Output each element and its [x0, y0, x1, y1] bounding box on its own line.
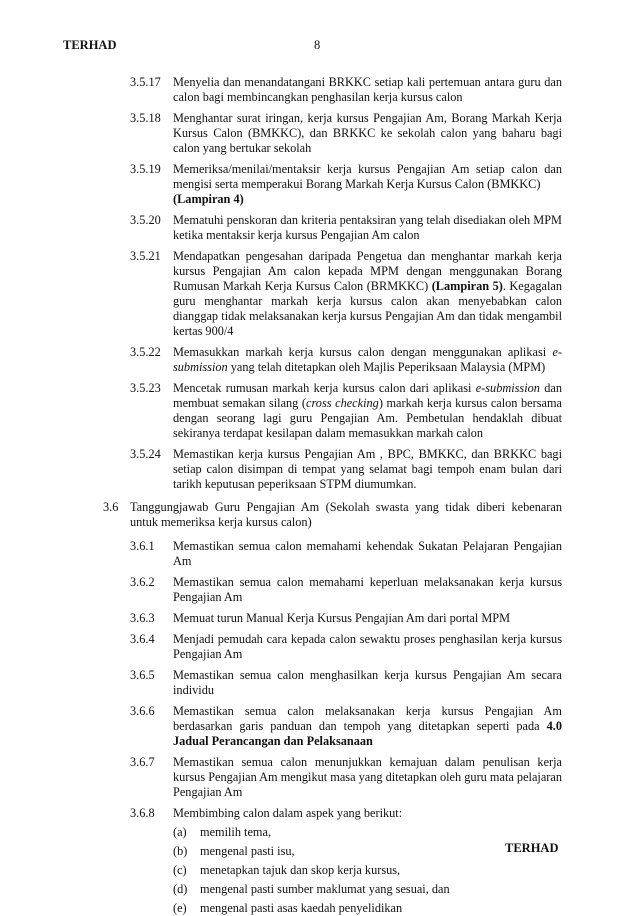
- list-item: [0, 806, 638, 821]
- item-text: Menyelia dan menandatangani BRKKC setiap kali pertemuan antara guru dan calon bagi membincangkan penghasilan kerja kursus calon: [173, 75, 562, 104]
- list-item: [0, 704, 638, 749]
- document-body: [0, 75, 638, 916]
- sub-list-item: [173, 901, 638, 916]
- item-text-body: . Kegagalan guru menghantar markah kerja kursus calon akan menyebabkan calon dianggap tidak melaksanakan kerja kursus Pengajian Am dan tidak mengambil kertas 900/4: [173, 279, 562, 338]
- section-reference: 4.0 Jadual Perancangan dan Pelaksanaan: [173, 719, 563, 748]
- item-number: 3.6.8: [130, 806, 155, 820]
- section-number: 3.6: [103, 500, 119, 514]
- sub-list-item: [173, 844, 638, 859]
- sub-item-letter: (b): [173, 844, 188, 858]
- item-number: 3.5.23: [130, 381, 161, 395]
- italic-term: cross checking: [306, 396, 379, 410]
- item-text-body: yang telah ditetapkan oleh Majlis Peperiksaan Malaysia (MPM): [230, 360, 546, 374]
- sub-list-item: [173, 863, 638, 878]
- item-text-body: Memeriksa/menilai/mentaksir kerja kursus Pengajian Am setiap calon dan mengisi serta memperakui Borang Markah Kerja Kursus Calon (BMKKC): [173, 162, 562, 191]
- italic-term: e-submission: [173, 345, 562, 374]
- italic-term: e-submission: [475, 381, 540, 395]
- list-item: [0, 575, 638, 605]
- item-text: [173, 249, 562, 339]
- item-number: 3.5.20: [130, 213, 161, 227]
- item-number: 3.5.19: [130, 162, 161, 176]
- item-text-body: Mencetak rumusan markah kerja kursus calon dari aplikasi: [173, 381, 472, 395]
- item-number: 3.5.18: [130, 111, 161, 125]
- item-text: [173, 345, 562, 375]
- list-item: [0, 755, 638, 800]
- item-text: Memastikan kerja kursus Pengajian Am , BPC, BMKKC, dan BRKKC bagi setiap calon disimpan di tempat yang selamat bagi tempoh enam bulan dari tarikh keputusan peperiksaan STPM diumumkan.: [173, 447, 562, 491]
- item-text: Memastikan semua calon menghasilkan kerja kursus Pengajian Am secara individu: [173, 668, 562, 697]
- item-number: 3.5.21: [130, 249, 161, 263]
- list-item: [0, 539, 638, 569]
- list-item: [0, 345, 638, 375]
- item-text: Menghantar surat iringan, kerja kursus Pengajian Am, Borang Markah Kerja Kursus Calon (BMKKC), dan BRKKC ke sekolah calon yang baharu bagi calon yang bertukar sekolah: [173, 111, 562, 155]
- item-text: Membimbing calon dalam aspek yang berikut:: [173, 806, 403, 820]
- list-item: [0, 668, 638, 698]
- list-item: [0, 381, 638, 441]
- item-text-body: Memastikan semua calon melaksanakan kerja kursus Pengajian Am berdasarkan garis panduan dan tempoh yang ditetapkan seperti pada: [173, 704, 562, 733]
- section-heading: [0, 500, 638, 530]
- sub-item-letter: (c): [173, 863, 187, 877]
- item-number: 3.6.4: [130, 632, 155, 646]
- item-text-body: Mendapatkan pengesahan daripada Pengetua dan menghantar markah kerja kursus Pengajian Am calon kepada MPM dengan menggunakan Borang Rumusan Markah Kerja Kursus Calon (BRMKKC): [173, 249, 562, 293]
- item-number: 3.5.22: [130, 345, 161, 359]
- footer-classification: TERHAD: [505, 841, 559, 855]
- item-number: 3.6.2: [130, 575, 155, 589]
- sub-list-item: [173, 825, 638, 840]
- item-text: Memastikan semua calon memahami kehendak Sukatan Pelajaran Pengajian Am: [173, 539, 562, 568]
- sub-item-letter: (d): [173, 882, 188, 896]
- list-item: [0, 249, 638, 339]
- item-text-body: Memasukkan markah kerja kursus calon dengan menggunakan aplikasi: [173, 345, 547, 359]
- item-text: Memastikan semua calon menunjukkan kemajuan dalam penulisan kerja kursus Pengajian Am mengikut masa yang ditetapkan oleh guru mata pelajaran Pengajian Am: [173, 755, 562, 799]
- sub-item-text: mengenal pasti isu,: [200, 844, 295, 858]
- list-item: [0, 447, 638, 492]
- item-text: [173, 704, 562, 749]
- item-number: 3.6.6: [130, 704, 155, 718]
- item-number: 3.6.3: [130, 611, 155, 625]
- item-number: 3.6.5: [130, 668, 155, 682]
- list-item: [0, 75, 638, 105]
- sub-item-text: menetapkan tajuk dan skop kerja kursus,: [200, 863, 401, 877]
- sub-item-text: memilih tema,: [200, 825, 272, 839]
- item-number: 3.5.17: [130, 75, 161, 89]
- sub-item-text: mengenal pasti asas kaedah penyelidikan: [200, 901, 403, 915]
- item-number: 3.5.24: [130, 447, 161, 461]
- item-text-body: ) markah kerja kursus calon bersama dengan seorang lagi guru Pengajian Am. Pembetulan hendaklah dibuat sekiranya terdapat kesilapan dalam memasukkan markah calon: [173, 396, 562, 440]
- item-text: Memuat turun Manual Kerja Kursus Pengajian Am dari portal MPM: [173, 611, 511, 625]
- item-text-body: dan membuat semakan silang (: [173, 381, 562, 410]
- list-item: [0, 632, 638, 662]
- item-text: Menjadi pemudah cara kepada calon sewaktu proses penghasilan kerja kursus Pengajian Am: [173, 632, 562, 661]
- sub-item-text: mengenal pasti sumber maklumat yang sesuai, dan: [200, 882, 450, 896]
- list-item: [0, 611, 638, 626]
- list-item: [0, 111, 638, 156]
- section-title: Tanggungjawab Guru Pengajian Am (Sekolah swasta yang tidak diberi kebenaran untuk memeriksa kerja kursus calon): [130, 500, 562, 529]
- item-text: Mematuhi penskoran dan kriteria pentaksiran yang telah disediakan oleh MPM ketika mentaksir kerja kursus Pengajian Am calon: [173, 213, 562, 242]
- appendix-reference: (Lampiran 4): [173, 192, 244, 206]
- sub-list-item: [173, 882, 638, 897]
- item-text: [173, 381, 562, 441]
- item-number: 3.6.1: [130, 539, 155, 553]
- list-item: [0, 213, 638, 243]
- sub-item-letter: (a): [173, 825, 187, 839]
- list-item: [0, 162, 638, 207]
- appendix-reference: (Lampiran 5): [431, 279, 503, 293]
- item-text: Memastikan semua calon memahami keperluan melaksanakan kerja kursus Pengajian Am: [173, 575, 562, 604]
- item-number: 3.6.7: [130, 755, 155, 769]
- header-classification: TERHAD: [63, 38, 117, 52]
- sub-item-letter: (e): [173, 901, 187, 915]
- page-number: 8: [314, 38, 321, 52]
- item-text: [173, 162, 562, 207]
